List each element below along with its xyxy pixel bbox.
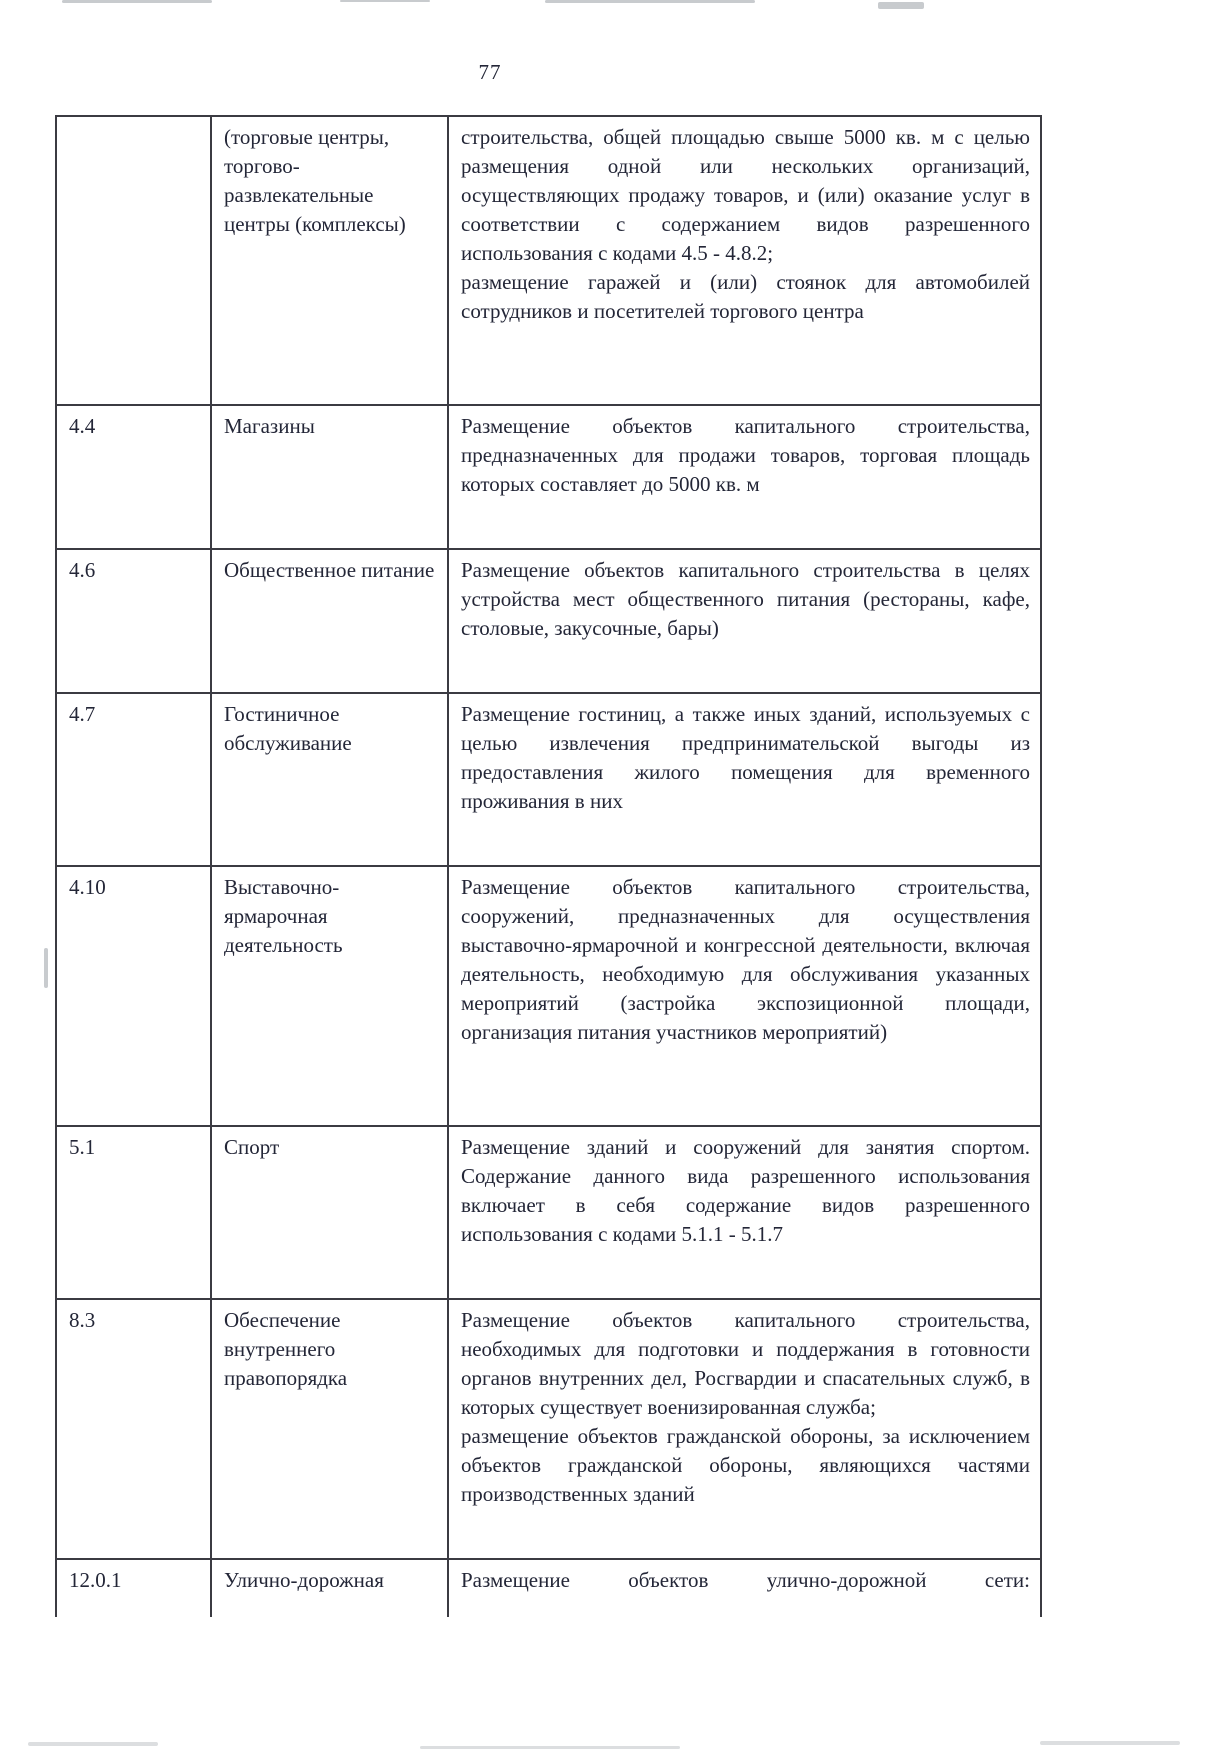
code-cell — [56, 549, 211, 693]
code-text: 12.0.1 — [69, 1568, 122, 1592]
code-text: 4.6 — [69, 558, 96, 582]
name-cell — [211, 1126, 448, 1299]
name-cell — [211, 405, 448, 549]
table-row — [56, 405, 1041, 549]
code-cell — [56, 693, 211, 866]
name-text: Выставочно-ярмарочная деятельность — [224, 875, 343, 957]
scan-artifact — [545, 0, 755, 3]
name-cell — [211, 549, 448, 693]
description-paragraph: строительства, общей площадью свыше 5000 кв. м с целью размещения одной или нескольких организаций, осуществляющих продажу товаров, и (или) оказание услуг в соответствии с содержанием видов разрешенного использования с кодами 4.5 - 4.8.2; — [461, 125, 1030, 265]
table-row — [56, 1559, 1041, 1617]
table-row — [56, 1299, 1041, 1559]
description-cell — [448, 1299, 1041, 1559]
code-cell — [56, 1299, 211, 1559]
table-row — [56, 1126, 1041, 1299]
scan-artifact — [28, 1742, 158, 1746]
description-paragraph: Размещение объектов улично-дорожной сети: — [461, 1568, 1030, 1592]
description-cell — [448, 549, 1041, 693]
page-number: 77 — [478, 60, 502, 84]
name-cell — [211, 693, 448, 866]
scan-artifact — [340, 0, 430, 2]
name-cell — [211, 1559, 448, 1617]
code-cell — [56, 405, 211, 549]
description-cell — [448, 116, 1041, 405]
name-text: Спорт — [224, 1135, 280, 1159]
code-cell — [56, 1126, 211, 1299]
scan-artifact — [878, 2, 924, 9]
code-cell — [56, 1559, 211, 1617]
name-text: Гостиничное обслуживание — [224, 702, 352, 755]
name-text: Магазины — [224, 414, 315, 438]
code-text: 4.7 — [69, 702, 96, 726]
description-cell — [448, 866, 1041, 1126]
description-cell — [448, 1126, 1041, 1299]
scan-artifact — [44, 948, 48, 988]
description-paragraph: Размещение объектов капитального строительства, сооружений, предназначенных для осуществления выставочно-ярмарочной и конгрессной деятельности, включая деятельность, необходимую для обслуживания указанных мероприятий (застройка экспозиционной площади, организация питания участников мероприятий) — [461, 875, 1030, 1044]
table-row — [56, 693, 1041, 866]
description-paragraph: размещение гаражей и (или) стоянок для автомобилей сотрудников и посетителей торгового центра — [461, 270, 1030, 323]
code-text: 5.1 — [69, 1135, 96, 1159]
description-cell — [448, 405, 1041, 549]
description-cell — [448, 1559, 1041, 1617]
description-paragraph: Размещение зданий и сооружений для занятия спортом. Содержание данного вида разрешенного использования включает в себя содержание видов разрешенного использования с кодами 5.1.1 - 5.1.7 — [461, 1135, 1030, 1246]
name-text: (торговые центры, торгово-развлекательные центры (комплексы) — [224, 125, 406, 236]
name-cell — [211, 116, 448, 405]
name-cell — [211, 1299, 448, 1559]
scan-artifact — [1040, 1741, 1180, 1745]
code-text: 4.10 — [69, 875, 106, 899]
land-use-table — [55, 115, 1042, 1617]
description-paragraph: Размещение гостиниц, а также иных зданий, используемых с целью извлечения предпринимательской выгоды из предоставления жилого помещения для временного проживания в них — [461, 702, 1030, 813]
scan-artifact — [420, 1746, 680, 1749]
name-text: Общественное питание — [224, 558, 435, 582]
name-text: Обеспечение внутреннего правопорядка — [224, 1308, 348, 1390]
table-row — [56, 866, 1041, 1126]
name-cell — [211, 866, 448, 1126]
description-paragraph: размещение объектов гражданской обороны, за исключением объектов гражданской обороны, являющихся частями производственных зданий — [461, 1424, 1030, 1506]
table-row — [56, 549, 1041, 693]
code-cell — [56, 116, 211, 405]
code-cell — [56, 866, 211, 1126]
code-text: 8.3 — [69, 1308, 96, 1332]
name-text: Улично-дорожная — [224, 1568, 384, 1592]
description-paragraph: Размещение объектов капитального строительства, необходимых для подготовки и поддержания в готовности органов внутренних дел, Росгвардии и спасательных служб, в которых существует военизированная служба; — [461, 1308, 1030, 1419]
description-paragraph: Размещение объектов капитального строительства в целях устройства мест общественного питания (рестораны, кафе, столовые, закусочные, бары) — [461, 558, 1030, 640]
table-row — [56, 116, 1041, 405]
scan-artifact — [62, 0, 212, 3]
code-text: 4.4 — [69, 414, 96, 438]
description-paragraph: Размещение объектов капитального строительства, предназначенных для продажи товаров, торговая площадь которых составляет до 5000 кв. м — [461, 414, 1030, 496]
description-cell — [448, 693, 1041, 866]
